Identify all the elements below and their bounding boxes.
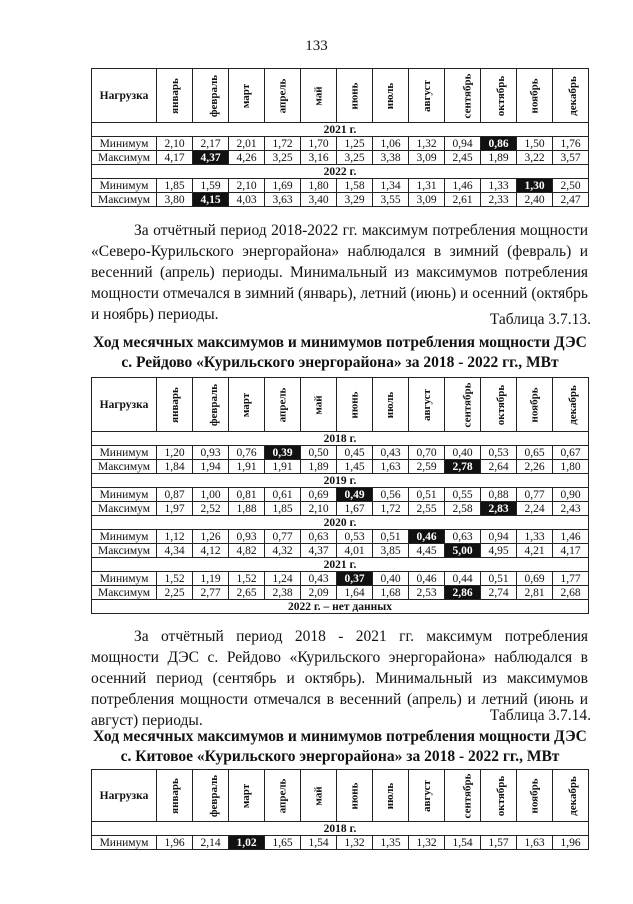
- value-cell: 1,69: [265, 179, 301, 193]
- value-cell: 3,09: [409, 193, 445, 207]
- value-cell: 2,58: [445, 502, 481, 516]
- month-label: апрель: [276, 387, 289, 422]
- column-header-month: [373, 378, 409, 432]
- month-label: январь: [168, 77, 181, 114]
- value-cell: 0,51: [409, 488, 445, 502]
- column-header-month: [193, 69, 229, 123]
- row-label: Минимум: [92, 488, 157, 502]
- column-header-month: [337, 69, 373, 123]
- value-cell: 0,51: [373, 530, 409, 544]
- highlighted-cell: 4,37: [193, 151, 229, 165]
- column-header-month: [301, 770, 337, 822]
- maximum-row: [92, 460, 589, 474]
- month-label: октябрь: [495, 75, 508, 116]
- value-cell: 1,65: [265, 836, 301, 850]
- column-header-month: [445, 770, 481, 822]
- value-cell: 2,77: [193, 586, 229, 600]
- value-cell: 1,64: [337, 586, 373, 600]
- value-cell: 3,25: [337, 151, 373, 165]
- maximum-row: [92, 151, 589, 165]
- value-cell: 0,55: [445, 488, 481, 502]
- row-label: Минимум: [92, 530, 157, 544]
- value-cell: 1,96: [553, 836, 589, 850]
- value-cell: 2,68: [553, 586, 589, 600]
- value-cell: 2,10: [157, 137, 193, 151]
- year-row: 2018 г.: [92, 432, 589, 446]
- value-cell: 2,61: [445, 193, 481, 207]
- value-cell: 0,76: [229, 446, 265, 460]
- table-severo-kurilsky: [91, 68, 589, 207]
- value-cell: 1,32: [409, 137, 445, 151]
- value-cell: 2,47: [553, 193, 589, 207]
- month-label: декабрь: [566, 775, 579, 816]
- value-cell: 0,70: [409, 446, 445, 460]
- column-header-month: [409, 69, 445, 123]
- highlighted-cell: 0,39: [265, 446, 301, 460]
- month-label: июнь: [348, 82, 361, 109]
- value-cell: 3,38: [373, 151, 409, 165]
- value-cell: 1,91: [265, 460, 301, 474]
- minimum-row: [92, 446, 589, 460]
- value-cell: 3,29: [337, 193, 373, 207]
- highlighted-cell: 4,15: [193, 193, 229, 207]
- value-cell: 0,45: [337, 446, 373, 460]
- column-header-month: [193, 378, 229, 432]
- value-cell: 0,90: [553, 488, 589, 502]
- column-header-month: [265, 69, 301, 123]
- month-label: март: [240, 783, 253, 808]
- column-header-month: [337, 770, 373, 822]
- value-cell: 1,94: [193, 460, 229, 474]
- value-cell: 1,91: [229, 460, 265, 474]
- highlighted-cell: 1,02: [229, 836, 265, 850]
- value-cell: 4,01: [337, 544, 373, 558]
- month-label: январь: [168, 386, 181, 423]
- month-label: февраль: [208, 774, 221, 817]
- month-label: июль: [384, 782, 397, 809]
- value-cell: 1,52: [229, 572, 265, 586]
- maximum-row: [92, 502, 589, 516]
- row-label: Максимум: [92, 460, 157, 474]
- value-cell: 2,64: [481, 460, 517, 474]
- value-cell: 2,74: [481, 586, 517, 600]
- table-caption-kitovoe-line2: с. Китовое «Курильского энергорайона» за 2018 - 2022 гг., МВт: [120, 748, 560, 765]
- value-cell: 0,94: [445, 137, 481, 151]
- month-label: январь: [168, 777, 181, 814]
- column-header-load: Нагрузка: [92, 770, 157, 822]
- value-cell: 1,19: [193, 572, 229, 586]
- value-cell: 0,93: [229, 530, 265, 544]
- table-caption-kitovoe-line1: Ход месячных максимумов и минимумов потребления мощности ДЭС: [93, 728, 587, 745]
- value-cell: 4,32: [265, 544, 301, 558]
- column-header-month: [553, 378, 589, 432]
- value-cell: 0,61: [265, 488, 301, 502]
- month-label: май: [312, 85, 325, 106]
- column-header-month: [229, 378, 265, 432]
- column-header-month: [517, 378, 553, 432]
- column-header-month: [157, 378, 193, 432]
- value-cell: 2,50: [553, 179, 589, 193]
- value-cell: 2,09: [301, 586, 337, 600]
- column-header-month: [553, 69, 589, 123]
- month-label: март: [240, 83, 253, 108]
- value-cell: 1,88: [229, 502, 265, 516]
- value-cell: 0,44: [445, 572, 481, 586]
- value-cell: 4,17: [553, 544, 589, 558]
- value-cell: 3,63: [265, 193, 301, 207]
- value-cell: 4,37: [301, 544, 337, 558]
- column-header-load: Нагрузка: [92, 378, 157, 432]
- month-label: сентябрь: [461, 382, 474, 427]
- value-cell: 0,56: [373, 488, 409, 502]
- value-cell: 1,80: [553, 460, 589, 474]
- value-cell: 0,63: [301, 530, 337, 544]
- column-header-month: [229, 770, 265, 822]
- column-header-month: [553, 770, 589, 822]
- maximum-row: [92, 586, 589, 600]
- month-label: апрель: [276, 778, 289, 813]
- page-number: 133: [305, 38, 328, 54]
- value-cell: 0,43: [373, 446, 409, 460]
- value-cell: 1,89: [301, 460, 337, 474]
- value-cell: 0,77: [265, 530, 301, 544]
- value-cell: 0,88: [481, 488, 517, 502]
- value-cell: 1,77: [553, 572, 589, 586]
- value-cell: 3,16: [301, 151, 337, 165]
- month-label: февраль: [208, 74, 221, 117]
- year-row: 2022 г.: [92, 165, 589, 179]
- column-header-month: [517, 69, 553, 123]
- table-caption-reydovo-line2: с. Рейдово «Курильского энергорайона» за 2018 - 2022 гг., МВт: [121, 354, 559, 371]
- table-kitovoe: [91, 769, 589, 850]
- value-cell: 0,94: [481, 530, 517, 544]
- value-cell: 0,50: [301, 446, 337, 460]
- column-header-month: [409, 378, 445, 432]
- value-cell: 1,85: [157, 179, 193, 193]
- value-cell: 1,31: [409, 179, 445, 193]
- no-data-note: 2022 г. – нет данных: [92, 600, 589, 614]
- value-cell: 1,25: [337, 137, 373, 151]
- minimum-row: [92, 530, 589, 544]
- value-cell: 2,26: [517, 460, 553, 474]
- value-cell: 1,72: [265, 137, 301, 151]
- minimum-row: [92, 488, 589, 502]
- value-cell: 3,22: [517, 151, 553, 165]
- value-cell: 1,72: [373, 502, 409, 516]
- value-cell: 1,80: [301, 179, 337, 193]
- value-cell: 1,84: [157, 460, 193, 474]
- month-label: декабрь: [566, 75, 579, 116]
- value-cell: 2,14: [193, 836, 229, 850]
- value-cell: 2,17: [193, 137, 229, 151]
- value-cell: 1,33: [517, 530, 553, 544]
- row-label: Минимум: [92, 836, 157, 850]
- month-label: июль: [384, 391, 397, 418]
- value-cell: 1,85: [265, 502, 301, 516]
- value-cell: 3,25: [265, 151, 301, 165]
- value-cell: 2,10: [301, 502, 337, 516]
- value-cell: 1,68: [373, 586, 409, 600]
- value-cell: 0,53: [481, 446, 517, 460]
- month-label: май: [312, 785, 325, 806]
- highlighted-cell: 5,00: [445, 544, 481, 558]
- value-cell: 4,45: [409, 544, 445, 558]
- minimum-row: [92, 836, 589, 850]
- value-cell: 0,40: [445, 446, 481, 460]
- value-cell: 1,46: [553, 530, 589, 544]
- value-cell: 1,24: [265, 572, 301, 586]
- column-header-month: [337, 378, 373, 432]
- column-header-month: [445, 69, 481, 123]
- value-cell: 0,87: [157, 488, 193, 502]
- value-cell: 1,97: [157, 502, 193, 516]
- value-cell: 2,25: [157, 586, 193, 600]
- month-label: август: [420, 779, 433, 812]
- value-cell: 2,38: [265, 586, 301, 600]
- row-label: Максимум: [92, 544, 157, 558]
- month-label: сентябрь: [461, 773, 474, 818]
- value-cell: 1,52: [157, 572, 193, 586]
- month-label: ноябрь: [528, 777, 541, 814]
- value-cell: 1,46: [445, 179, 481, 193]
- month-label: октябрь: [495, 775, 508, 816]
- month-label: июнь: [348, 782, 361, 809]
- row-label: Минимум: [92, 572, 157, 586]
- value-cell: 1,96: [157, 836, 193, 850]
- value-cell: 1,32: [409, 836, 445, 850]
- table-number-3-7-14: Таблица 3.7.14.: [489, 707, 591, 724]
- value-cell: 3,55: [373, 193, 409, 207]
- column-header-month: [229, 69, 265, 123]
- highlighted-cell: 0,86: [481, 137, 517, 151]
- table-reydovo: [91, 377, 589, 614]
- value-cell: 1,00: [193, 488, 229, 502]
- value-cell: 4,21: [517, 544, 553, 558]
- value-cell: 4,82: [229, 544, 265, 558]
- month-label: октябрь: [495, 384, 508, 425]
- value-cell: 2,24: [517, 502, 553, 516]
- year-row: 2021 г.: [92, 558, 589, 572]
- value-cell: 1,67: [337, 502, 373, 516]
- row-label: Максимум: [92, 586, 157, 600]
- year-row: 2021 г.: [92, 123, 589, 137]
- value-cell: 2,55: [409, 502, 445, 516]
- value-cell: 2,33: [481, 193, 517, 207]
- value-cell: 1,26: [193, 530, 229, 544]
- value-cell: 4,26: [229, 151, 265, 165]
- column-header-month: [517, 770, 553, 822]
- value-cell: 3,09: [409, 151, 445, 165]
- value-cell: 0,51: [481, 572, 517, 586]
- highlighted-cell: 2,78: [445, 460, 481, 474]
- value-cell: 2,65: [229, 586, 265, 600]
- row-label: Максимум: [92, 502, 157, 516]
- value-cell: 4,95: [481, 544, 517, 558]
- value-cell: 2,43: [553, 502, 589, 516]
- column-header-month: [301, 69, 337, 123]
- value-cell: 0,81: [229, 488, 265, 502]
- value-cell: 1,20: [157, 446, 193, 460]
- value-cell: 2,40: [517, 193, 553, 207]
- value-cell: 1,50: [517, 137, 553, 151]
- value-cell: 1,45: [337, 460, 373, 474]
- column-header-month: [301, 378, 337, 432]
- value-cell: 3,57: [553, 151, 589, 165]
- value-cell: 1,63: [517, 836, 553, 850]
- value-cell: 0,65: [517, 446, 553, 460]
- column-header-month: [193, 770, 229, 822]
- value-cell: 0,77: [517, 488, 553, 502]
- month-label: сентябрь: [461, 73, 474, 118]
- value-cell: 1,59: [193, 179, 229, 193]
- year-row: 2020 г.: [92, 516, 589, 530]
- minimum-row: [92, 179, 589, 193]
- month-label: апрель: [276, 78, 289, 113]
- month-label: май: [312, 394, 325, 415]
- highlighted-cell: 1,30: [517, 179, 553, 193]
- value-cell: 1,58: [337, 179, 373, 193]
- value-cell: 1,63: [373, 460, 409, 474]
- year-row: 2018 г.: [92, 822, 589, 836]
- value-cell: 1,12: [157, 530, 193, 544]
- column-header-month: [157, 770, 193, 822]
- value-cell: 0,43: [301, 572, 337, 586]
- value-cell: 2,53: [409, 586, 445, 600]
- row-label: Минимум: [92, 446, 157, 460]
- highlighted-cell: 0,37: [337, 572, 373, 586]
- value-cell: 1,54: [301, 836, 337, 850]
- month-label: ноябрь: [528, 386, 541, 423]
- value-cell: 0,69: [517, 572, 553, 586]
- value-cell: 0,46: [409, 572, 445, 586]
- month-label: июнь: [348, 391, 361, 418]
- column-header-month: [409, 770, 445, 822]
- month-label: март: [240, 392, 253, 417]
- value-cell: 1,89: [481, 151, 517, 165]
- value-cell: 0,69: [301, 488, 337, 502]
- column-header-month: [157, 69, 193, 123]
- highlighted-cell: 0,49: [337, 488, 373, 502]
- maximum-row: [92, 544, 589, 558]
- value-cell: 0,67: [553, 446, 589, 460]
- value-cell: 0,53: [337, 530, 373, 544]
- month-label: ноябрь: [528, 77, 541, 114]
- column-header-month: [445, 378, 481, 432]
- value-cell: 4,34: [157, 544, 193, 558]
- column-header-month: [481, 770, 517, 822]
- value-cell: 1,57: [481, 836, 517, 850]
- highlighted-cell: 2,86: [445, 586, 481, 600]
- value-cell: 1,32: [337, 836, 373, 850]
- value-cell: 0,93: [193, 446, 229, 460]
- maximum-row: [92, 193, 589, 207]
- value-cell: 1,76: [553, 137, 589, 151]
- value-cell: 1,34: [373, 179, 409, 193]
- value-cell: 2,01: [229, 137, 265, 151]
- row-label: Минимум: [92, 137, 157, 151]
- column-header-month: [481, 69, 517, 123]
- column-header-load: Нагрузка: [92, 69, 157, 123]
- value-cell: 2,81: [517, 586, 553, 600]
- row-label: Максимум: [92, 193, 157, 207]
- column-header-month: [481, 378, 517, 432]
- table-caption-reydovo-line1: Ход месячных максимумов и минимумов потребления мощности ДЭС: [93, 334, 587, 351]
- value-cell: 2,52: [193, 502, 229, 516]
- highlighted-cell: 0,46: [409, 530, 445, 544]
- month-label: февраль: [208, 383, 221, 426]
- row-label: Максимум: [92, 151, 157, 165]
- value-cell: 4,17: [157, 151, 193, 165]
- month-label: декабрь: [566, 384, 579, 425]
- column-header-month: [373, 69, 409, 123]
- paragraph-1: За отчётный период 2018-2022 гг. максимум потребления мощности «Северо-Курильского энергорайона» наблюдался в зимний (февраль) и весенний (апрель) периоды. Минимальный из максимумов потребления мощности отмечался в зимний (январь), летний (июнь) и осенний (октябрь и ноябрь) периоды.: [91, 222, 588, 323]
- value-cell: 1,54: [445, 836, 481, 850]
- value-cell: 1,35: [373, 836, 409, 850]
- month-label: август: [420, 79, 433, 112]
- paragraph-2: За отчётный период 2018 - 2021 гг. максимум потребления мощности ДЭС с. Рейдово «Курильского энергорайона» наблюдался в осенний период (сентябрь и октябрь). Минимальный из максимумов потребления мощности отмечался в весенний (апрель) и летний (июнь и август) периоды.: [91, 628, 588, 729]
- row-label: Минимум: [92, 179, 157, 193]
- value-cell: 0,40: [373, 572, 409, 586]
- value-cell: 1,33: [481, 179, 517, 193]
- value-cell: 3,40: [301, 193, 337, 207]
- minimum-row: [92, 137, 589, 151]
- value-cell: 4,12: [193, 544, 229, 558]
- value-cell: 1,70: [301, 137, 337, 151]
- value-cell: 1,06: [373, 137, 409, 151]
- column-header-month: [373, 770, 409, 822]
- value-cell: 2,59: [409, 460, 445, 474]
- value-cell: 0,63: [445, 530, 481, 544]
- minimum-row: [92, 572, 589, 586]
- column-header-month: [265, 378, 301, 432]
- month-label: август: [420, 388, 433, 421]
- table-number-3-7-13: Таблица 3.7.13.: [489, 311, 591, 328]
- value-cell: 2,45: [445, 151, 481, 165]
- month-label: июль: [384, 82, 397, 109]
- highlighted-cell: 2,83: [481, 502, 517, 516]
- value-cell: 2,10: [229, 179, 265, 193]
- value-cell: 3,80: [157, 193, 193, 207]
- value-cell: 4,03: [229, 193, 265, 207]
- value-cell: 3,85: [373, 544, 409, 558]
- column-header-month: [265, 770, 301, 822]
- year-row: 2019 г.: [92, 474, 589, 488]
